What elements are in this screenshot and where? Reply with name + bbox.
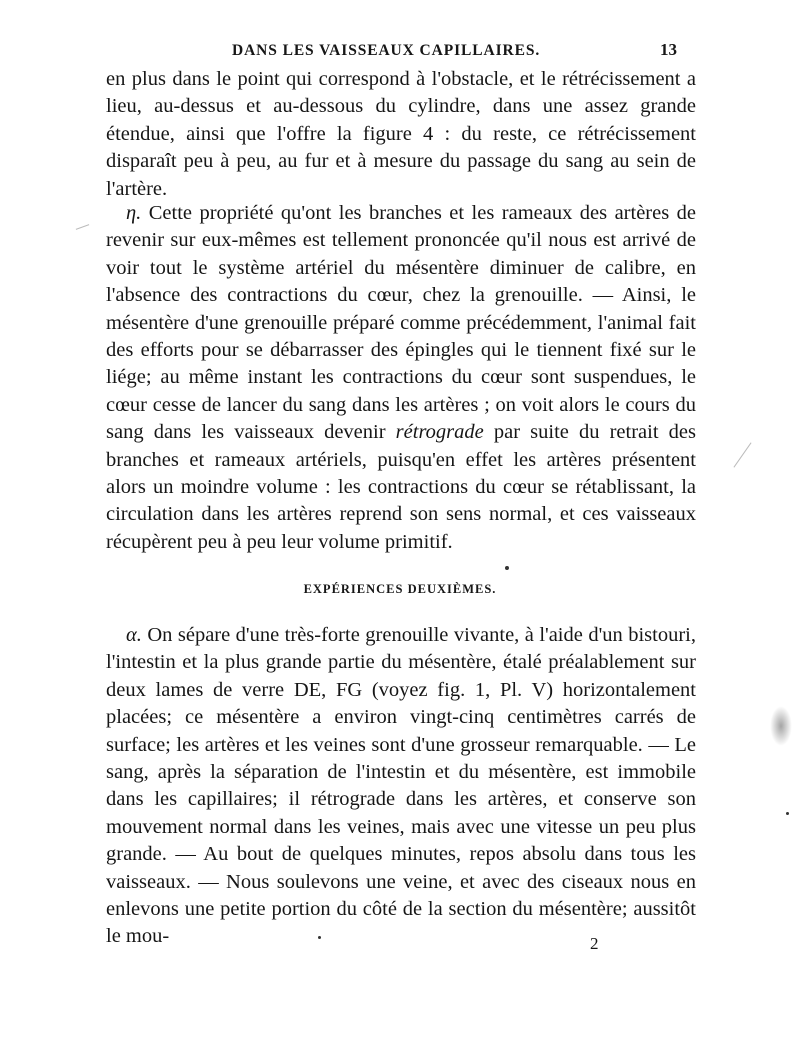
ink-speck [505, 566, 509, 570]
paragraph-text: par suite du retrait des branches et rameaux artériels, puisqu'en effet les artères présentent alors un moindre volume : les contractions du cœur se rétablissant, la circulation dans les artères reprend son sens normal, et ces vaisseaux récupèrent peu à peu leur volume primitif. [106, 421, 696, 553]
running-title: DANS LES VAISSEAUX CAPILLAIRES. [232, 42, 541, 59]
paragraph-text: On sépare d'une très-forte grenouille vivante, à l'aide d'un bistouri, l'intestin et la plus grande partie du mésentère, étalé préalablement sur deux lames de verre DE, FG (voyez fig. 1, Pl. V) horizontalement placées; ce mésentère a environ vingt-cinq centimètres carrés de surface; les artères et les veines sont d'une grosseur remarquable. — Le sang, après la séparation de l'intestin et du mésentère, est immobile dans les capillaires; il rétrograde dans les artères, et conserve son mouvement normal dans les veines, mais avec une vitesse un peu plus grande. — Au bout de quelques minutes, repos absolu dans tous les vaisseaux. — Nous soulevons une veine, et avec des ciseaux nous en enlevons une petite portion du côté de la section du mésentère; aussitôt le mou- [106, 624, 696, 948]
ink-speck [318, 936, 321, 939]
paragraph-label: η. [126, 202, 142, 224]
paragraph-continuation [106, 66, 696, 203]
page-number: 13 [660, 40, 677, 59]
scan-hairline [76, 224, 89, 230]
emphasis-text: rétrograde [395, 421, 484, 444]
scan-hairline [733, 442, 751, 467]
ink-speck [786, 812, 789, 815]
paragraph-eta [106, 200, 696, 556]
paragraph-alpha [106, 622, 696, 951]
paragraph-text: en plus dans le point qui correspond à l'obstacle, et le rétrécissement a lieu, au-dessus et au-dessous du cylindre, dans une assez grande étendue, ainsi que l'offre la figure 4 : du reste, ce rétrécissement disparaît peu à peu, au fur et à mesure du passage du sang au sein de l'artère. [106, 68, 696, 200]
paragraph-text: Cette propriété qu'ont les branches et les rameaux des artères de revenir sur eux-mêmes est tellement prononcée qu'il nous est arrivé de voir tout le système artériel du mésentère diminuer de calibre, en l'absence des contractions du cœur, chez la grenouille. — Ainsi, le mésentère d'une grenouille préparé comme précédemment, l'animal fait des efforts pour se débarrasser des épingles qui le tiennent fixé sur le liége; au même instant les contractions du cœur sont suspendues, le cœur cesse de lancer du sang dans les artères ; on voit alors le cours du sang dans les vaisseaux devenir [106, 202, 696, 444]
page-smudge [770, 706, 792, 746]
paragraph-label: α. [126, 624, 142, 646]
signature-mark: 2 [590, 934, 599, 953]
section-heading: EXPÉRIENCES DEUXIÈMES. [303, 582, 497, 596]
